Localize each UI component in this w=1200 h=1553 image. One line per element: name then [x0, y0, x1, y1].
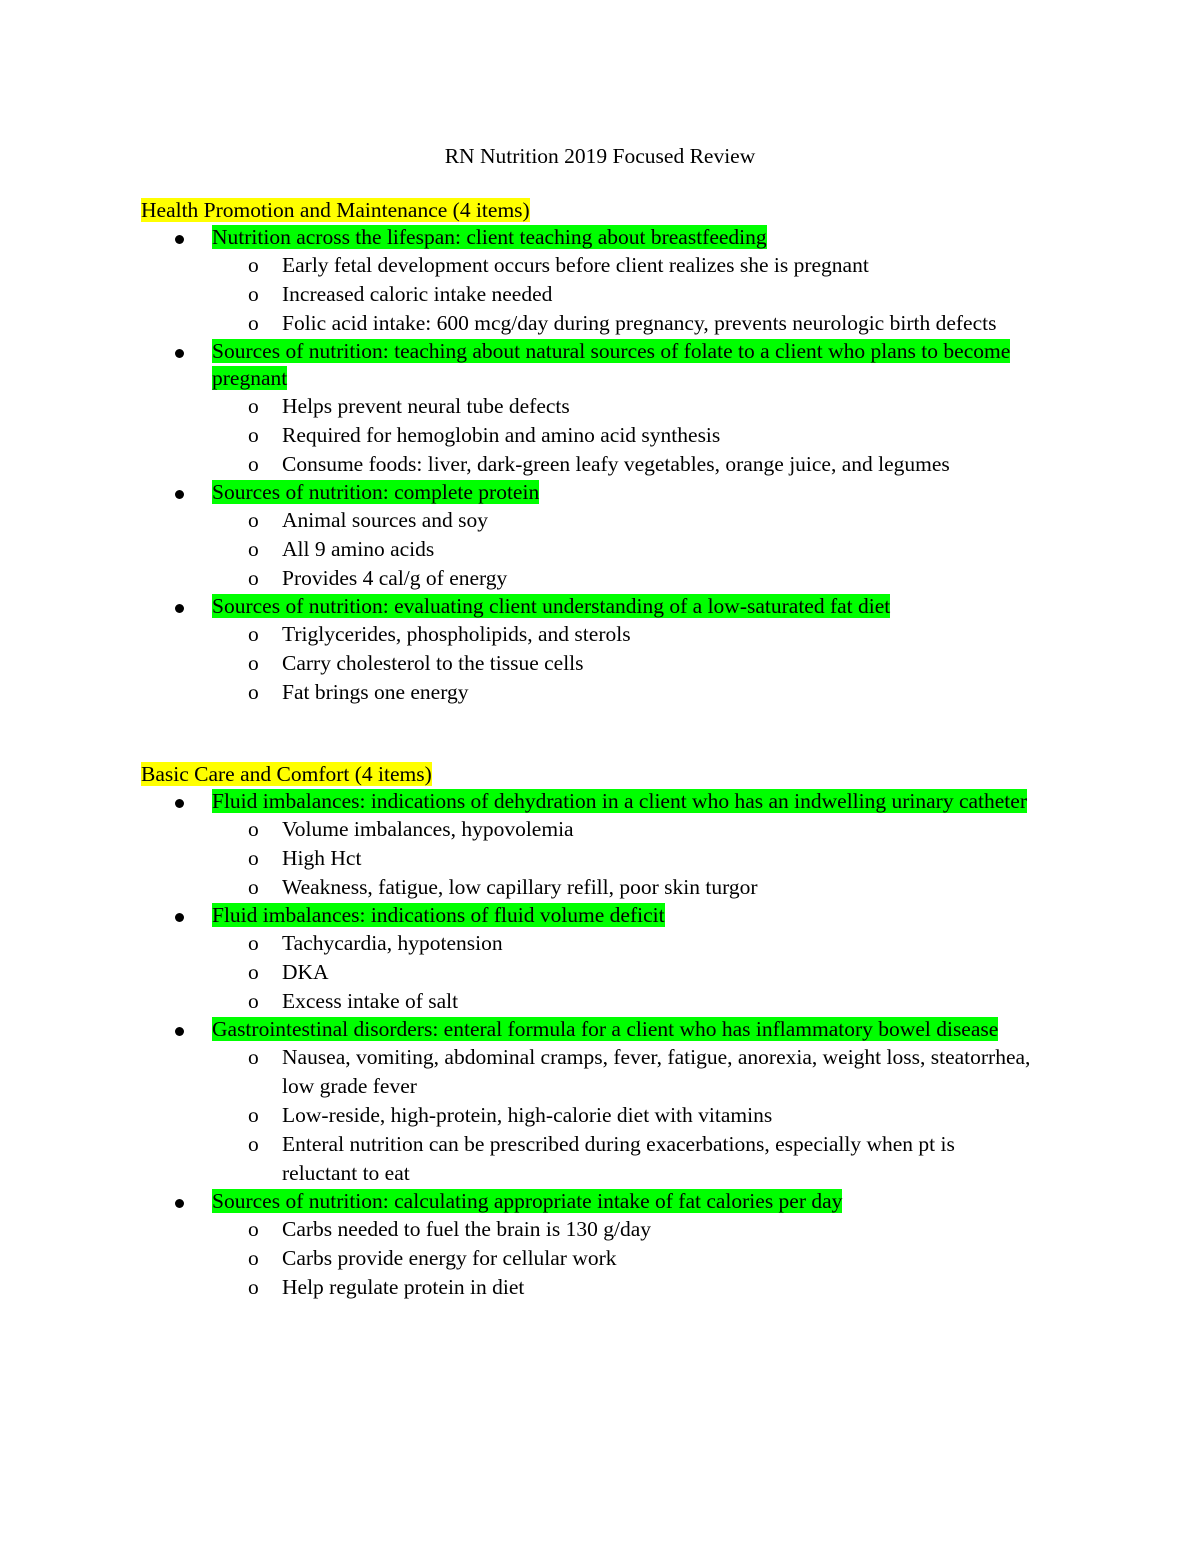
list-item: o Required for hemoglobin and amino acid synthesis [141, 421, 1032, 450]
topic-item [141, 788, 1042, 815]
list-item: o High Hct [141, 844, 1032, 873]
bullet-icon [175, 1199, 184, 1208]
list-item: o Carbs provide energy for cellular work [141, 1244, 1032, 1273]
list-item: o Carbs needed to fuel the brain is 130 g/day [141, 1215, 1032, 1244]
section-basic-care [141, 761, 1041, 1302]
topic-title: Sources of nutrition: calculating appropriate intake of fat calories per day [212, 1189, 843, 1213]
hollow-bullet-icon: o [248, 989, 259, 1013]
topic-title: Sources of nutrition: teaching about natural sources of folate to a client who plans to become pregnant [212, 339, 1011, 390]
list-item: o Weakness, fatigue, low capillary refill, poor skin turgor [141, 873, 1032, 902]
hollow-bullet-icon: o [248, 846, 259, 870]
list-item: o Low-reside, high-protein, high-calorie diet with vitamins [141, 1101, 1032, 1130]
list-item: o Enteral nutrition can be prescribed during exacerbations, especially when pt is reluctant to eat [248, 1132, 955, 1185]
hollow-bullet-icon: o [248, 1045, 259, 1069]
hollow-bullet-icon: o [248, 680, 259, 704]
list-item: o All 9 amino acids [141, 535, 1032, 564]
hollow-bullet-icon: o [248, 508, 259, 532]
hollow-bullet-icon: o [248, 394, 259, 418]
hollow-bullet-icon: o [248, 452, 259, 476]
topic-title: Nutrition across the lifespan: client teaching about breastfeeding [212, 225, 767, 249]
point-list [141, 506, 1041, 593]
bullet-icon [175, 235, 184, 244]
bullet-icon [175, 1027, 184, 1036]
point-list [141, 392, 1041, 479]
list-item: o Provides 4 cal/g of energy [141, 564, 1032, 593]
hollow-bullet-icon: o [248, 931, 259, 955]
list-item: o Animal sources and soy [141, 506, 1032, 535]
topic-item [141, 338, 1042, 392]
point-list [141, 620, 1041, 707]
hollow-bullet-icon: o [248, 423, 259, 447]
topic-title: Sources of nutrition: evaluating client understanding of a low-saturated fat diet [212, 594, 891, 618]
list-item: o Helps prevent neural tube defects [141, 392, 1032, 421]
hollow-bullet-icon: o [248, 651, 259, 675]
bullet-icon [175, 349, 184, 358]
topic-title: Sources of nutrition: complete protein [212, 480, 540, 504]
list-item: o Nausea, vomiting, abdominal cramps, fever, fatigue, anorexia, weight loss, steatorrhea, low grade fever [248, 1045, 1031, 1098]
hollow-bullet-icon: o [248, 1246, 259, 1270]
list-item: o Folic acid intake: 600 mcg/day during pregnancy, prevents neurologic birth defects [141, 309, 1032, 338]
section-health-promotion [141, 197, 1041, 707]
hollow-bullet-icon: o [248, 311, 259, 335]
list-item: o Help regulate protein in diet [141, 1273, 1032, 1302]
hollow-bullet-icon: o [248, 253, 259, 277]
point-list [141, 929, 1041, 1016]
bullet-icon [175, 490, 184, 499]
list-item: o Early fetal development occurs before client realizes she is pregnant [141, 251, 1032, 280]
point-list [141, 251, 1041, 338]
bullet-icon [175, 913, 184, 922]
section-heading: Basic Care and Comfort (4 items) [141, 762, 432, 786]
topic-item [141, 902, 1042, 929]
hollow-bullet-icon: o [248, 817, 259, 841]
list-item: o Excess intake of salt [141, 987, 1032, 1016]
hollow-bullet-icon: o [248, 960, 259, 984]
hollow-bullet-icon: o [248, 537, 259, 561]
list-item: o Fat brings one energy [141, 678, 1032, 707]
bullet-icon [175, 604, 184, 613]
point-list [141, 1043, 1041, 1188]
hollow-bullet-icon: o [248, 1132, 259, 1156]
hollow-bullet-icon: o [248, 566, 259, 590]
topic-item [141, 224, 1042, 251]
topic-item [141, 1016, 1042, 1043]
topic-title: Fluid imbalances: indications of fluid volume deficit [212, 903, 665, 927]
list-item: o Triglycerides, phospholipids, and sterols [141, 620, 1032, 649]
topic-item [141, 593, 1042, 620]
list-item: o Tachycardia, hypotension [141, 929, 1032, 958]
topic-item [141, 479, 1042, 506]
topic-item [141, 1188, 1042, 1215]
hollow-bullet-icon: o [248, 1275, 259, 1299]
list-item: o Increased caloric intake needed [141, 280, 1032, 309]
section-heading: Health Promotion and Maintenance (4 items) [141, 198, 530, 222]
topic-title: Fluid imbalances: indications of dehydration in a client who has an indwelling urinary catheter [212, 789, 1027, 813]
point-list [141, 1215, 1041, 1302]
bullet-icon [175, 799, 184, 808]
topic-title: Gastrointestinal disorders: enteral formula for a client who has inflammatory bowel disease [212, 1017, 999, 1041]
list-item: o Consume foods: liver, dark-green leafy vegetables, orange juice, and legumes [141, 450, 1032, 479]
list-item: o DKA [141, 958, 1032, 987]
hollow-bullet-icon: o [248, 282, 259, 306]
hollow-bullet-icon: o [248, 875, 259, 899]
list-item: o Carry cholesterol to the tissue cells [141, 649, 1032, 678]
point-list [141, 815, 1041, 902]
hollow-bullet-icon: o [248, 622, 259, 646]
page-title: RN Nutrition 2019 Focused Review [444, 144, 756, 168]
hollow-bullet-icon: o [248, 1217, 259, 1241]
hollow-bullet-icon: o [248, 1103, 259, 1127]
list-item: o Volume imbalances, hypovolemia [141, 815, 1032, 844]
